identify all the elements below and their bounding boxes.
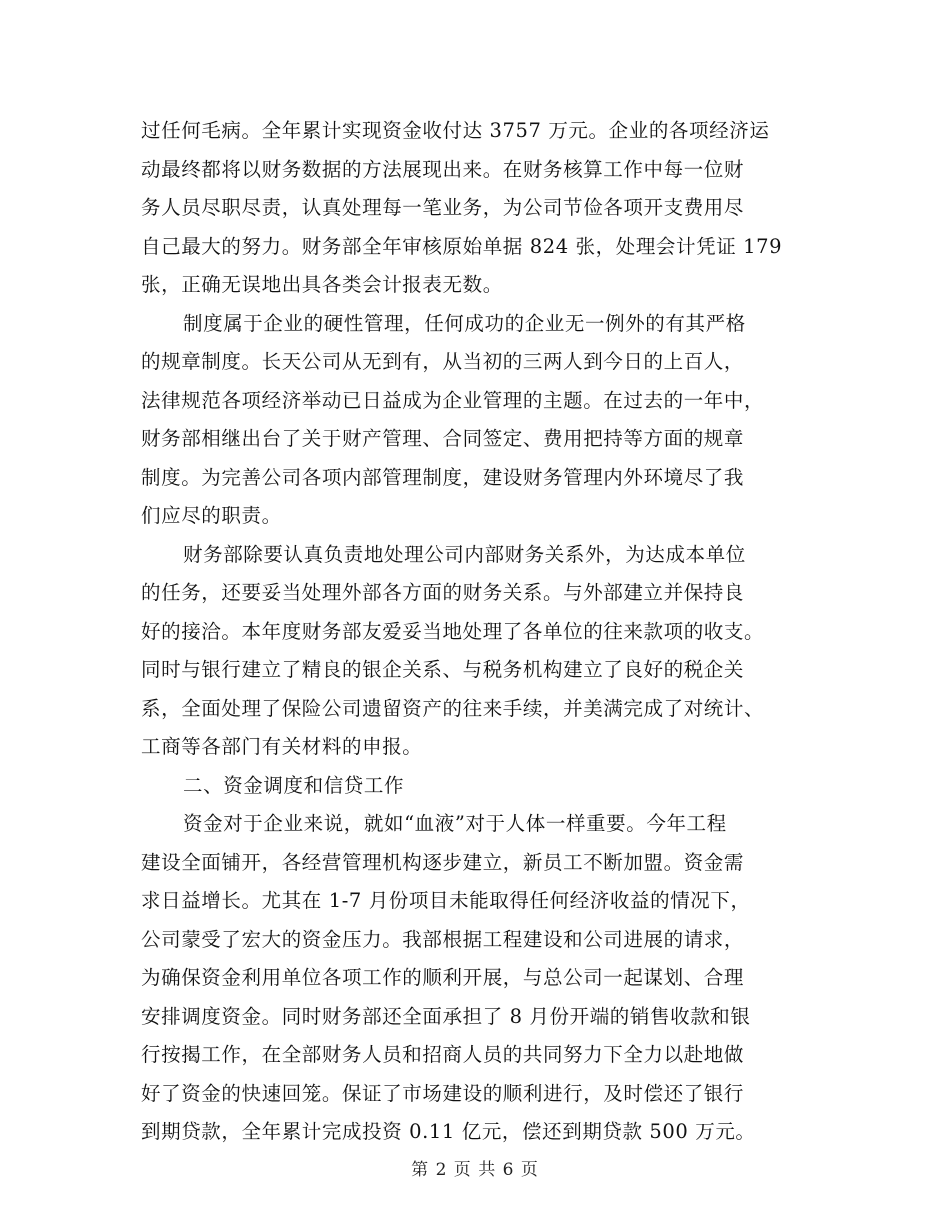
text-line: 行按揭工作，在全部财务人员和招商人员的共同努力下全力以赴地做 [141, 1043, 745, 1066]
section-heading [141, 767, 809, 806]
page-number-footer: 第 2 页 共 6 页 [411, 1160, 539, 1180]
paragraph-1 [141, 112, 809, 305]
paragraph-3 [141, 536, 809, 767]
text-line: 财务部相继出台了关于财产管理、合同签定、费用把持等方面的规章 [141, 427, 745, 450]
section-heading-text: 二、资金调度和信贷工作 [183, 773, 405, 797]
text-line: 过任何毛病。全年累计实现资金收付达 3757 万元。企业的各项经济运 [141, 119, 770, 142]
text-line: 们应尽的职责。 [141, 504, 282, 527]
document-body [141, 112, 809, 1152]
text-line: 建设全面铺开，各经营管理机构逐步建立，新员工不断加盟。资金需 [141, 850, 745, 874]
text-line: 财务部除要认真负责地处理公司内部财务关系外，为达成本单位 [183, 542, 746, 566]
text-line: 法律规范各项经济举动已日益成为企业管理的主题。在过去的一年中， [141, 388, 765, 412]
text-line: 工商等各部门有关材料的申报。 [141, 735, 423, 758]
text-line: 同时与银行建立了精良的银企关系、与税务机构建立了良好的税企关 [141, 658, 745, 681]
paragraph-2 [141, 305, 809, 536]
text-line: 制度属于企业的硬性管理，任何成功的企业无一例外的有其严格 [183, 311, 746, 335]
text-line: 求日益增长。尤其在 1-7 月份项目未能取得任何经济收益的情况下， [141, 889, 751, 912]
text-line: 公司蒙受了宏大的资金压力。我部根据工程建设和公司进展的请求， [141, 927, 745, 951]
text-line: 张，正确无误地出具各类会计报表无数。 [141, 273, 503, 296]
text-line: 制度。为完善公司各项内部管理制度，建设财务管理内外环境尽了我 [141, 465, 745, 489]
text-line: 好的接洽。本年度财务部友爱妥当地处理了各单位的往来款项的收支。 [141, 619, 765, 643]
text-line: 到期贷款，全年累计完成投资 0.11 亿元，偿还到期贷款 500 万元。 [141, 1120, 756, 1143]
paragraph-4 [141, 805, 809, 1152]
text-line: 安排调度资金。同时财务部还全面承担了 8 月份开端的销售收款和银 [141, 1004, 751, 1028]
text-line: 的规章制度。长天公司从无到有，从当初的三两人到今日的上百人， [141, 350, 745, 373]
text-line: 动最终都将以财务数据的方法展现出来。在财务核算工作中每一位财 [141, 157, 745, 181]
text-line: 系，全面处理了保险公司遗留资产的往来手续，并美满完成了对统计、 [141, 696, 765, 720]
text-line: 为确保资金利用单位各项工作的顺利开展，与总公司一起谋划、合理 [141, 966, 745, 989]
text-line: 好了资金的快速回笼。保证了市场建设的顺利进行，及时偿还了银行 [141, 1081, 745, 1105]
text-line: 自己最大的努力。财务部全年审核原始单据 824 张，处理会计凭证 179 [141, 234, 783, 258]
text-line: 务人员尽职尽责，认真处理每一笔业务，为公司节俭各项开支费用尽 [141, 196, 745, 219]
text-line: 的任务，还要妥当处理外部各方面的财务关系。与外部建立并保持良 [141, 581, 745, 604]
text-line: 资金对于企业来说，就如“血液”对于人体一样重要。今年工程 [183, 812, 727, 835]
